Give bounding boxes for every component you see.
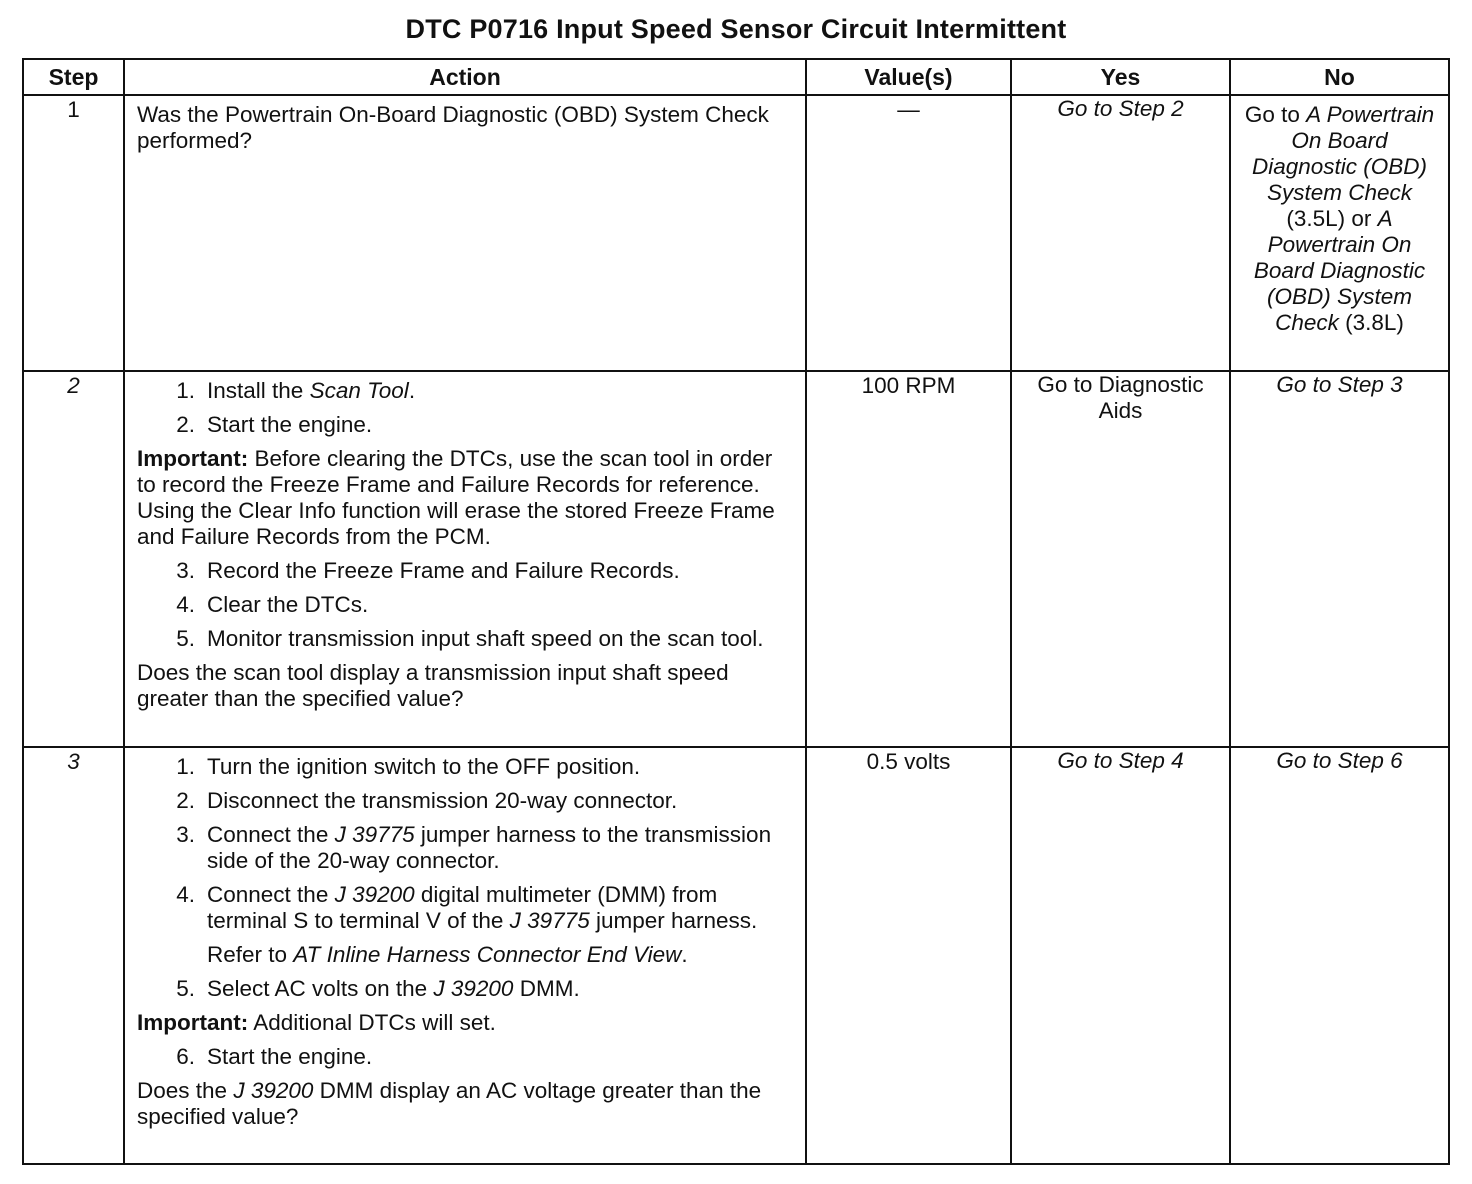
item-text: Select AC volts on the	[207, 976, 434, 1001]
item-text: Connect the	[207, 882, 335, 907]
reference-text: .	[681, 942, 688, 967]
item-number: 4.	[176, 592, 195, 617]
item-text: Install the	[207, 378, 310, 403]
header-values: Value(s)	[806, 59, 1011, 95]
list-item	[137, 378, 791, 404]
value-cell: —	[806, 95, 1011, 371]
important-label: Important:	[137, 1010, 249, 1035]
no-link[interactable]: Go to Step 6	[1276, 748, 1403, 773]
item-number: 5.	[176, 976, 195, 1001]
scan-tool-link[interactable]: Scan Tool	[309, 378, 409, 403]
reference-text: Refer to	[207, 942, 294, 967]
question-text: DMM display an AC voltage greater than the specified value?	[137, 1078, 762, 1129]
no-text: Go to	[1244, 102, 1307, 127]
list-item	[137, 788, 791, 814]
question-text: Does the	[137, 1078, 234, 1103]
obd-check-link[interactable]: A Powertrain On Board Diagnostic (OBD) System Check	[1253, 206, 1426, 335]
item-number: 6.	[176, 1044, 195, 1069]
list-item	[137, 412, 791, 438]
table-row	[23, 95, 1449, 371]
yes-link[interactable]: Go to Step 2	[1057, 96, 1184, 121]
step-number: 2	[23, 371, 124, 747]
no-text: (3.8L)	[1338, 310, 1404, 335]
header-row	[23, 59, 1449, 95]
yes-cell	[1011, 95, 1230, 371]
action-cell	[124, 371, 806, 747]
action-steps	[137, 1044, 791, 1070]
tool-ref: J 39200	[433, 976, 514, 1001]
item-text: DMM.	[513, 976, 580, 1001]
yes-cell	[1011, 747, 1230, 1164]
item-text: jumper harness to the transmission side of the 20-way connector.	[207, 822, 772, 873]
item-text: Turn the ignition switch to the OFF position.	[207, 754, 641, 779]
no-text: (3.5L) or	[1286, 206, 1378, 231]
no-cell	[1230, 747, 1449, 1164]
important-note	[137, 1010, 791, 1036]
action-steps	[137, 976, 791, 1002]
no-cell	[1230, 371, 1449, 747]
table-row	[23, 371, 1449, 747]
header-yes: Yes	[1011, 59, 1230, 95]
important-label: Important:	[137, 446, 249, 471]
step-number: 1	[23, 95, 124, 371]
item-number: 5.	[176, 626, 195, 651]
item-number: 4.	[176, 882, 195, 907]
diagnostic-table	[22, 58, 1450, 1165]
action-question: Was the Powertrain On-Board Diagnostic (OBD) System Check performed?	[137, 102, 769, 153]
item-text: Start the engine.	[207, 412, 373, 437]
item-text: Record the Freeze Frame and Failure Records.	[207, 558, 680, 583]
header-no: No	[1230, 59, 1449, 95]
item-text: .	[408, 378, 416, 403]
important-text: Additional DTCs will set.	[253, 1010, 496, 1035]
item-number: 2.	[176, 412, 195, 437]
item-text: jumper harness.	[589, 908, 758, 933]
tool-ref: J 39775	[509, 908, 590, 933]
item-number: 1.	[176, 378, 195, 403]
header-step: Step	[23, 59, 124, 95]
value-cell: 100 RPM	[806, 371, 1011, 747]
no-cell	[1230, 95, 1449, 371]
list-item	[137, 822, 791, 874]
item-number: 3.	[176, 558, 195, 583]
yes-link[interactable]: Go to Diagnostic Aids	[1037, 372, 1204, 423]
tool-ref: J 39200	[334, 882, 415, 907]
action-steps	[137, 558, 791, 652]
action-question: Does the scan tool display a transmission input shaft speed greater than the specified value?	[137, 660, 729, 711]
item-text: Start the engine.	[207, 1044, 373, 1069]
item-number: 1.	[176, 754, 195, 779]
list-item	[137, 626, 791, 652]
important-note	[137, 446, 791, 550]
list-item	[137, 882, 791, 934]
header-action: Action	[124, 59, 806, 95]
item-text: Disconnect the transmission 20-way connector.	[207, 788, 678, 813]
document-title: DTC P0716 Input Speed Sensor Circuit Intermittent	[405, 14, 1067, 44]
obd-check-link[interactable]: A Powertrain On Board Diagnostic (OBD) System Check	[1251, 102, 1435, 205]
list-item	[137, 558, 791, 584]
important-text: Before clearing the DTCs, use the scan tool in order to record the Freeze Frame and Failure Records for reference. Using the Clear Info function will erase the stored Freeze Frame and Failure Records from the PCM.	[137, 446, 775, 549]
step-number: 3	[23, 747, 124, 1164]
table-row	[23, 747, 1449, 1164]
yes-link[interactable]: Go to Step 4	[1057, 748, 1184, 773]
action-cell	[124, 95, 806, 371]
reference-note	[137, 942, 791, 968]
item-text: Clear the DTCs.	[207, 592, 369, 617]
list-item	[137, 1044, 791, 1070]
action-question	[137, 1078, 791, 1130]
action-steps	[137, 378, 791, 438]
item-number: 2.	[176, 788, 195, 813]
connector-end-view-link[interactable]: AT Inline Harness Connector End View	[293, 942, 682, 967]
tool-ref: J 39200	[233, 1078, 314, 1103]
action-steps	[137, 754, 791, 934]
list-item	[137, 754, 791, 780]
action-cell	[124, 747, 806, 1164]
yes-cell	[1011, 371, 1230, 747]
value-cell: 0.5 volts	[806, 747, 1011, 1164]
tool-ref: J 39775	[334, 822, 415, 847]
list-item	[137, 592, 791, 618]
item-text: Connect the	[207, 822, 335, 847]
item-number: 3.	[176, 822, 195, 847]
list-item	[137, 976, 791, 1002]
no-link[interactable]: Go to Step 3	[1276, 372, 1403, 397]
item-text: digital multimeter (DMM) from terminal S to terminal V of the	[207, 882, 718, 933]
item-text: Monitor transmission input shaft speed on the scan tool.	[207, 626, 764, 651]
